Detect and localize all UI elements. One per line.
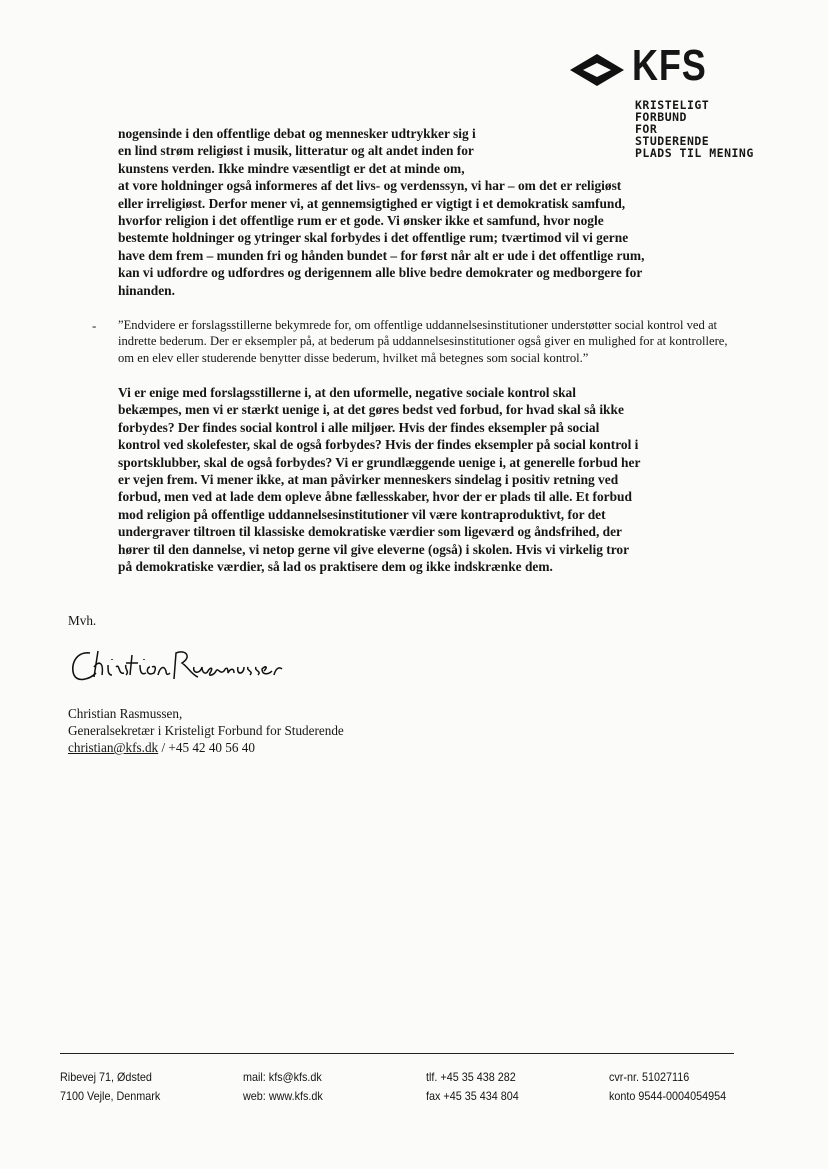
- logo-line: FOR: [635, 122, 658, 136]
- footer-online: [243, 1068, 323, 1106]
- footer-tlf: tlf. +45 35 438 282: [426, 1070, 516, 1084]
- text-line: forbud, men ved at lade dem opleve åbne fællesskaber, hvor der er plads til alle. Et forbud: [118, 489, 632, 505]
- signer-contact: [68, 739, 344, 756]
- text-line: kan vi udfordre og udfordres og derigennem alle blive bedre demokrater og medborgere for: [118, 265, 643, 281]
- handwritten-signature: [68, 645, 288, 685]
- text-line: forbydes? Der findes social kontrol i alle miljøer. Hvis der findes eksempler på social: [118, 419, 600, 435]
- text-line: hinanden.: [118, 282, 175, 298]
- logo-abbreviation: KFS: [632, 41, 707, 90]
- text-line: hvorfor religion i det offentlige rum er et gode. Vi ønsker ikke et samfund, hvor nogle: [118, 213, 604, 229]
- text-line: bekæmpes, men vi er stærkt uenige i, at det gøres bedst ved forbud, for hvad skal så ikke: [118, 402, 624, 418]
- signature-block: [68, 705, 344, 756]
- text-line: Vi er enige med forslagsstillerne i, at den uformelle, negative sociale kontrol skal: [118, 385, 576, 400]
- paragraph-response: [118, 384, 640, 575]
- logo-line: FORBUND: [635, 110, 687, 124]
- footer-divider: [60, 1053, 734, 1054]
- text-line: på demokratiske værdier, så lad os praktisere dem og ikke indskrænke dem.: [118, 559, 553, 575]
- text-line: eller irreligiøst. Derfor mener vi, at gennemsigtighed er vigtigt i et demokratisk samfund,: [118, 195, 626, 211]
- footer-phone: [426, 1068, 519, 1106]
- footer-registration: [609, 1068, 726, 1106]
- text-line: bestemte holdninger og ytringer skal forbydes i det offentlige rum; tværtimod vil vi gerne: [118, 230, 629, 246]
- text-line: er vejen frem. Vi mener ikke, at man påvirker menneskers sindelag i positiv retning ved: [118, 472, 619, 488]
- text-line: kunstens verden. Ikke mindre væsentligt er det at minde om,: [118, 160, 465, 176]
- footer-fax: fax +45 35 434 804: [426, 1089, 519, 1103]
- footer-web[interactable]: web: www.kfs.dk: [243, 1089, 323, 1103]
- text-line: mod religion på offentlige uddannelsesinstitutioner vil være kontraproduktivt, for det: [118, 506, 606, 522]
- text-line: sportsklubber, skal de også forbydes? Vi er grundlæggende uenige i, at generelle forbud her: [118, 454, 641, 470]
- logo-tagline: [635, 99, 754, 159]
- text-line: undergraver tiltroen til klassiske demokratiske værdier som ligeværd og åndsfrihed, der: [118, 524, 622, 540]
- text-line: have dem frem – munden fri og hånden bundet – for først når alt er ude i det offentlige rum,: [118, 247, 645, 263]
- email-link[interactable]: christian@kfs.dk: [68, 740, 159, 755]
- footer-address-line: 7100 Vejle, Denmark: [60, 1089, 161, 1103]
- text-line: hører til den dannelse, vi netop gerne vil give eleverne (også) i skolen. Hvis vi virkelig tror: [118, 541, 630, 557]
- logo-line: PLADS TIL MENING: [635, 146, 754, 160]
- text-line: en lind strøm religiøst i musik, litteratur og alt andet inden for: [118, 143, 474, 159]
- paragraph-religion-public: [118, 125, 644, 299]
- signer-name: Christian Rasmussen,: [68, 706, 183, 721]
- text-line: kontrol ved skolefester, skal de også forbydes? Hvis der findes eksempler på social kontrol i: [118, 437, 639, 453]
- logo-line: STUDERENDE: [635, 134, 710, 148]
- phone-number: / +45 42 40 56 40: [158, 740, 255, 755]
- footer-address-line: Ribevej 71, Ødsted: [60, 1070, 152, 1084]
- text-line: at vore holdninger også informeres af det livs- og verdenssyn, vi har – om det er religiøst: [118, 178, 622, 194]
- footer-cvr: cvr-nr. 51027116: [609, 1070, 690, 1084]
- footer-konto: konto 9544-0004054954: [609, 1089, 727, 1103]
- diamond-eye-icon: [568, 52, 626, 88]
- footer-mail[interactable]: mail: kfs@kfs.dk: [243, 1070, 322, 1084]
- list-dash: -: [92, 318, 97, 333]
- closing-greeting: Mvh.: [68, 613, 97, 628]
- signer-title: Generalsekretær i Kristeligt Forbund for Studerende: [68, 723, 344, 738]
- logo-line: KRISTELIGT: [635, 98, 710, 112]
- quoted-proposal: ”Endvidere er forslagsstillerne bekymrede for, om offentlige uddannelsesinstitutioner understøtter social kontrol ved at indrette bederum. Der er eksempler på, at bederum på uddannelsesinstitutioner også giver en mulighed for at kontrollere, om en elev eller studerende benytter disse bederum, hvilket må betegnes som social kontrol.”: [118, 318, 728, 365]
- text-line: nogensinde i den offentlige debat og mennesker udtrykker sig i: [118, 126, 476, 141]
- footer-address: [60, 1068, 160, 1106]
